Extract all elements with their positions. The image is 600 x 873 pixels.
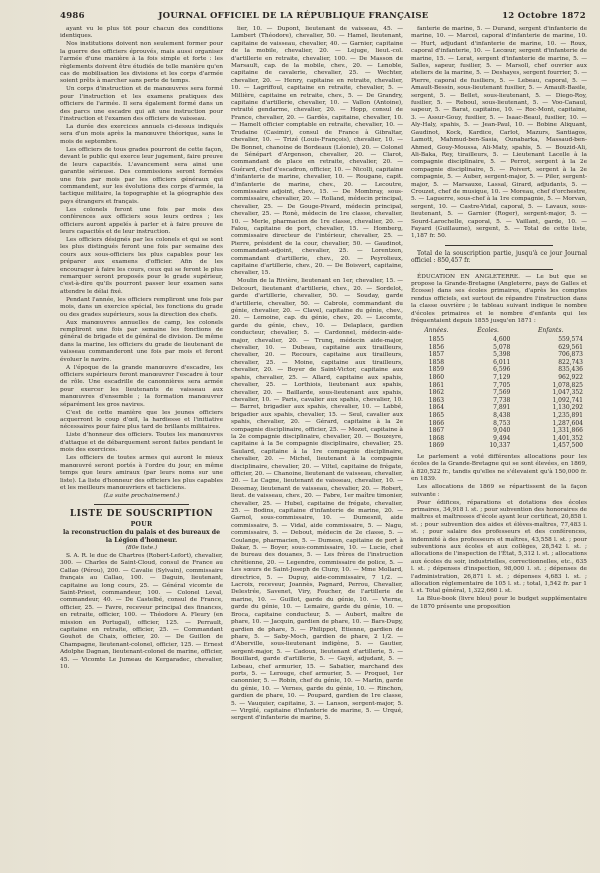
column-3 [411, 26, 587, 866]
cell-children: 1,078,825 [552, 381, 583, 389]
cell-year: 1862 [428, 389, 445, 397]
table-row [411, 344, 587, 352]
cell-year: 1857 [428, 351, 445, 359]
cell-schools: 7,705 [493, 381, 511, 389]
cell-children: 1,287,604 [552, 419, 583, 427]
col1-paragraph: Un corps d'instruction et de manœuvres sera formé pour l'instruction et les examens pratiques des officiers de l'armée. Il sera également formé dans un des parcs une escadre qui ait une instruction pour l'instruction et l'examen des officiers de vaisseau. [60, 86, 223, 123]
col1-paragraph: Liste d'honneur des officiers. Toutes les manœuvres d'attaque et de débarquement seront faites pendant le mois des exercices. [60, 432, 223, 454]
cell-year: 1868 [428, 434, 445, 442]
col1-paragraph: Les officiers de tous grades pourront de cette façon, devant le public qui exerce leur jugement, faire preuve de leurs capacités. L'avancement sera ainsi une garantie sérieuse. Des commissions seront formées une fois par mois par les officiers généraux qui commandent, sur les évolutions des corps d'armée, la tactique militaire, la topographie et la géographie des pays étrangers et français. [60, 146, 223, 205]
page-number: 4986 [60, 11, 85, 21]
cell-children: 1,047,352 [552, 389, 583, 397]
cell-children: 559,574 [558, 336, 583, 344]
cell-children: 962,922 [558, 374, 583, 381]
cell-schools: 7,891 [493, 404, 511, 412]
cell-year: 1856 [428, 343, 445, 351]
schools-table [411, 327, 587, 450]
cell-children: 629,561 [558, 343, 583, 351]
table-header-children: Enfants. [538, 327, 564, 335]
cell-schools: 6,596 [493, 366, 511, 374]
cell-schools: 9,040 [493, 427, 511, 435]
cell-children: 1,331,866 [552, 427, 583, 435]
cell-year: 1866 [428, 419, 445, 427]
table-row [411, 336, 587, 344]
cell-schools: 5,398 [493, 351, 511, 359]
cell-children: 835,436 [558, 366, 583, 374]
cell-children: 1,130,292 [552, 404, 583, 412]
cell-year: 1861 [428, 381, 445, 389]
cell-schools: 7,569 [493, 389, 511, 397]
cell-year: 1865 [428, 411, 445, 419]
to-be-continued: (La suite prochainement.) [103, 492, 180, 499]
table-row [411, 389, 587, 397]
table-row [411, 374, 587, 382]
education-intro: ÉDUCATION EN ANGLETERRE. — Le but que se propose la Grande-Bretagne (Angleterre, pays de Galles et Écosse) dans ses écoles primaires, d'après les comptes rendus officiels, est surtout de répandre l'instruction dans la classe ouvrière ; le tableau suivant indique le nombre d'écoles primaires et le nombre d'enfants qui les fréquentaient depuis 1855 jusqu'en 1871 : [411, 273, 587, 325]
column-2 [231, 26, 403, 866]
col2-paragraph: Moulin de la Rivière, lieutenant en 1er, chevalier, 15. — Delcourt, lieutenant d'artillerie, chev., 20. — Sordelot, garde d'artillerie, chevalier, 50. — Souday, garde d'artillerie, chevalier, 50. — Cabrole, commandant du génie, chevalier, 20. — Clavel, capitaine du génie, chev., 20. — Lemoine, cap. du génie, chev., 20. — Lecomte, garde du génie, chev., 10. — Delaplace, gardien conducteur, chevalier, 5. — Cardonnel, médecin-aide-major, chevalier, 20. — Trunq, médecin aide-major, chevalier, 10. — Dubeau, capitaine aux tirailleurs, chevalier, 20. — Recours, capitaine aux tirailleurs, chevalier, 25. — Moine, capitaine aux tirailleurs, chevalier, 20. — Boyer de Saint-Victor, capitaine aux spahis, chevalier, 25. — Allard, capitaine aux spahis, chevalier, 25. — Lorthiois, lieutenant aux spahis, chevalier, 20. — Baillarde, sous-lieutenant aux spahis, chevalier, 10. — Paris, cavalier aux spahis, chevalier, 10. — Barret, brigadier aux spahis, chevalier, 10. — Labbé, brigadier aux spahis, chevalier, 15. — Seul, cavalier aux spahis, chevalier, 20. — Gérard, capitaine à la 2e compagnie disciplinaire, officier, 25. — Mozet, capitaine à la 2e compagnie disciplinaire, chevalier, 20. — Bouzeyre, capitaine à la 5e compagnie disciplinaire, chevalier, 25. Saulard, capitaine à la 1re compagnie disciplinaire, chevalier, 20. — Michel, lieutenant à la compagnie disciplinaire, chevalier, 20. — Viltel, capitaine de frégate, officier, 20. — Chanoine, lieutenant de vaisseau, chevalier, 20. — Le Cagne, lieutenant de vaisseau, chevalier, 10. — Dessmay, lieutenant de vaisseau, chevalier, 20. — Robert, lieut. de vaisseau, chev., 20. — Fabre, 1er maître timonier, chevalier, 25. — Hubel, capitaine de frégate, chevalier, 25. — Bodins, capitaine d'infanterie de marine, 20. — Garnol, sous-commissaire, 10. — Dumesnil, aide commissaire, 5. — Vidal, aide commissaire, 5. — Nagu, commissaire, 5. — Debout, médecin de 2e classe, 5. — Coulange, pharmacien, 5. — Dumesn, capitaine de port à Dakar, 5. — Boyer, sous-commissaire, 10. — Lucie, chef de bureau des douanes, 5. — Les frères de l'instruction chrétienne, 20. — Legendre, commissaire de police, 5. — Les sœurs de Saint-Joseph de Cluny, 10. — Mme Mollard, directrice, 5. — Dupuy, aide-commissaire, 7 1/2. — Lacroix, receveur, Joannès, Pagnard, Perrou, Chevalier, Delestrée, Savenet, Viry, Foucher, de l'artillerie de marine, 10. — Guillot, garde du génie, 10. — Vierne, garde du génie, 10. — Lemaire, garde du génie, 10. — Broca, capitaine conducteur, 5. — Aubert, maître de phare, 10. — Jacquin, gardien de phare, 10. — Bars-Dupy, gardien de phare, 5. — Philippot, Etienne, gardien de phare, 5. — Saby-Moch, gardien de phare, 2 1/2. — d'Aberville, sous-lieutenant indigène, 5. — Gautier, sergent-major, 5. — Cadoux, lieutenant d'artillerie, 5. — Bouillard, garde d'artillerie, 5. — Gayé, adjudant, 5. — Lebeau, chef armurier, 15. — Sabatier, marchand des ports, 5. — Lerouge, chef armurier, 5. — Proquet, 1er canonnier, 5. — Robin, chef du génie, 10. — Marlin, garde du génie, 10. — Vernes, garde du génie, 10. — Rinchon, gardien de phare, 10. — Poupard, gardien de 1re classe, 5. — Vauquier, capitaine, 3. — Lanson, sergent-major, 5. — Virgilé, capitaine d'infanterie de marine, 5. — Urqué, sergent d'infanterie de marine, 5. [231, 278, 403, 722]
education-paragraph: La Blue-book (livre bleu) pour le budget supplémentaire de 1870 présente une proposition [411, 596, 587, 610]
cell-schools: 7,738 [493, 396, 511, 404]
cell-children: 1,457,500 [552, 442, 583, 450]
col1-paragraph: Les officiers désignés par les colonels et qui se sont les plus distingués feront une fois par semaine des cours aux sous-officiers les plus capables pour les préparer aux examens d'officier. Afin de les encourager à faire les cours, ceux qui se feront le plus remarquer seront proposés pour le grade supérieur, c'est-à-dire qu'ils pourront passer leur examen sans attendre le délai fixé. [60, 236, 223, 295]
subscription-list-pour: POUR [130, 520, 153, 528]
cell-schools: 8,438 [493, 411, 511, 419]
table-header-years: Années. [424, 327, 449, 335]
cell-year: 1863 [428, 396, 445, 404]
col1-paragraph: Pendant l'année, les officiers rempliront une fois par mois, dans un exercice spécial, les fonctions du grade ou des grades supérieurs, sous la direction des chefs. [60, 296, 223, 318]
subscription-entries: S. A. R. le duc de Chartres (Robert-Lefort), chevalier, 300. — Charles de Saint-Cloud, consul de France au Callao (Pérou), 200. — Cavalie (Sylvain), commissaire français au Callao, 100. — Daguin, lieutenant, capitaine au long cours, 25. — Général vicomte de Saint-Priest, commandeur, 100. — Colonel Leval, commandeur, 40. — De Castelbé, consul de France, officier, 25. — Favre, receveur principal des finances, en retraite, officier, 100. — Théodore A. Fleury (en mission en Portugal), officier, 125. — Perrault, capitaine en retraite, officier, 25. — Commandant Gouhot de Chaix, officier, 20. — De Guillon de Champagne, lieutenant-colonel, officier, 125. — Ernest Adolphe Dagnan, lieutenant-colonel de marine, officier, 45. — Vicomte Le Jumeau de Kergaradec, chevalier, 10. [60, 552, 223, 671]
cell-schools: 8,753 [493, 419, 511, 427]
page-header [60, 10, 586, 22]
subscription-list-subheading: la reconstruction du palais et des bureaux de la Légion d'honneur. [62, 529, 221, 544]
cell-children: 1,235,891 [552, 411, 583, 419]
education-paragraph: Le parlement a voté différentes allocations pour les écoles de la Grande-Bretagne qui se sont élevées, en 1869, à 820,522 fr., tandis qu'elles ne s'élevaient qu'à 150,000 fr. en 1839. [411, 453, 587, 483]
table-row [411, 382, 587, 390]
cell-year: 1859 [428, 366, 445, 374]
cell-year: 1864 [428, 404, 445, 412]
cell-children: 1,092,741 [552, 396, 583, 404]
col1-paragraph: C'est de cette manière que les jeunes officiers acquerront le coup d'œil, la hardiesse et l'initiative nécessaires pour faire plus tard de brillants militaires. [60, 409, 223, 431]
table-row [411, 351, 587, 359]
journal-title: JOURNAL OFFICIEL DE LA RÉPUBLIQUE FRANÇAISE [158, 11, 429, 21]
cell-schools: 10,337 [489, 442, 511, 450]
col1-paragraph: Les officiers de toutes armes qui auront le mieux manœuvré seront portés à l'ordre du jour, en même temps que leurs amiraux (par leurs noms sur une liste). La liste d'honneur des officiers les plus capables et les meilleurs manœuvriers et tacticiens. [60, 455, 223, 491]
col3-paragraph: fanterie de marine, 5. — Durand, sergent d'infanterie de marine, 10. — Marcel, caporal d'infanterie de marine, 10. — Hurt, adjudant d'infanterie de marine, 10. — Roux, caporal d'infanterie, 10. — Lecœur, sergent d'infanterie de marine, 15. — Lerat, sergent d'infanterie de marine, 5. — Salles, sapeur, fusilier, 5. — Marsoll, chef ouvrier aux ateliers de la marine, 5. — Deshayes, sergent fourrier, 5. — Pierre, caporal de fusiliers, 5. — Lebeau, caporal, 5. — Amault-Bessin, sous-lieutenant fusilier, 5. — Amault-Basile, sergent, 5. — Bellet, sous-lieutenant, 5. — Diego-Roy, fusilier, 5. — Reboul, sous-lieutenant, 5. — Voo-Canaul, sapeur, 5. — Barat, capitaine, 10. — Roc-Mont, capitaine, 3. — Assur-Gouy, fusilier, 5. — Isaac-Beaul, fusilier, 10. — Aly-Haly, spahis, 5. — Jean-Paul, 10. — Bobine Aliquant, Gaudinot, Kock, Kardice, Carlot, Mazurs, Santiagos, Lamott, Mahmud-ben-Sasia, Ounabarka, Massaud-ben-Ahmed, Gouy-Moussa, Ali-Maty, spahis, 5. — Bouzid-Ali, Ali-Baka, Rey, tirailleurs, 5. — Lieutenant Lacelle à la compagnie disciplinaire, 5. — Perrot, sergent à la 2e compagnie disciplinaire, 5. — Poivert, sergent à la 2e compagnie, 5. — Auber, sergent-major, 5. — Piler, sergent-major, 5. — Marsauxe, Lassal, Girard, adjudants, 5. — Crouzet, chef de musique, 10. — Moreau, chef d'orchestre, 5. — Laguerre, sous-chef à la 1re compagnie, 5. — Morvan, sergent, 10. — Castre-Vidal, caporal, 5. — Lavaux, sous-lieutenant, 5. — Garnier (Roger), sergent-major, 5. — Sourd-Larochelle, caporal, 5. — Vaillant, garde, 10. — Fayard (Guillaume), sergent, 5. — Total de cette liste, 1,187 fr. 50. [411, 26, 587, 240]
cell-year: 1869 [428, 442, 445, 450]
table-row [411, 366, 587, 374]
issue-date: 12 Octobre 1872 [502, 11, 586, 21]
cell-children: 706,873 [558, 351, 583, 359]
cell-year: 1867 [428, 427, 445, 435]
table-row [411, 442, 587, 450]
cell-schools: 6,011 [493, 358, 511, 366]
cell-schools: 7,129 [493, 374, 511, 381]
table-header-row [411, 327, 587, 336]
subscription-total: Total de la souscription partie, jusqu'à ce jour Journal officiel : 850,457 fr. [411, 249, 587, 265]
table-row [411, 404, 587, 412]
cell-schools: 9,494 [493, 434, 511, 442]
col1-paragraph: ayant vu le plus tôt pour chacun des conditions identiques. [60, 26, 223, 40]
col1-paragraph: Les colonels feront une fois par mois des conférences aux officiers sous leurs ordres ; les officiers auront appelés à parler et à faire preuve de leurs capacités et de leur instruction. [60, 206, 223, 235]
col1-paragraph: La durée des exercices annuels ci-dessus indiqués sera d'un mois après la manœuvre théorique, sans le mois de septembre. [60, 124, 223, 145]
table-row [411, 412, 587, 420]
table-row [411, 420, 587, 428]
table-header-schools: Écoles. [477, 327, 499, 335]
section-divider [445, 245, 553, 246]
education-paragraph: Les allocations de 1869 se répartissent de la façon suivante : [411, 484, 587, 498]
cell-year: 1855 [428, 336, 445, 344]
table-row [411, 359, 587, 367]
section-divider [94, 504, 189, 505]
subscription-list-number: (80e liste.) [125, 544, 158, 551]
section-divider [445, 269, 553, 270]
col1-paragraph: Aux manœuvres annuelles de camp, les colonels rempliront une fois par semaine les fonctions de général de brigade et de général de division. De même dans la marine, les officiers du grade de lieutenant de vaisseau commanderont une fois par mois et feront évoluer le navire. [60, 319, 223, 363]
cell-children: 822,743 [558, 358, 583, 366]
cell-schools: 4,600 [493, 336, 511, 344]
subscription-list-heading: LISTE DE SOUSCRIPTION [69, 509, 214, 520]
cell-year: 1860 [428, 374, 445, 381]
table-row [411, 435, 587, 443]
table-row [411, 397, 587, 405]
col1-paragraph: A l'époque de la grande manœuvre d'escadre, les officiers supérieurs feront manœuvrer l'escadre à tour de rôle. Une escadrille de canonnières sera armée pour exercer les lieutenants de vaisseau aux manœuvres d'ensemble ; la formation manœuvrer séparément les gros navires. [60, 364, 223, 408]
table-row [411, 427, 587, 435]
cell-children: 1,401,352 [552, 434, 583, 442]
education-paragraph: Pour édifices, réparations et dotations des écoles primaires, 34,918 l. st. ; pour subvention des honoraires de maîtres et maîtresses d'école ayant leur certificat, 20,858 l. st. ; pour subvention des aides et élèves-maîtres, 77,483 l. st. ; pour salaire des professeurs et des conférences, indemnité à des professeurs et maîtres, 43,558 l. st. ; pour subventions aux écoles et aux collèges, 28,542 l. st. ; allocations de l'inspection de l'État, 5,312 l. st. ; allocations aux écoles du soir, industrielles, correctionnelles, etc., 635 l. st. ; dépenses d'inspection, 98,000 l. st. ; dépenses de l'administration, 26,871 l. st. ; dépenses 4,683 l. st. ; allocation réglementaire de 105 l. st. ; total, 1,542 fr. par 1 l. st. Total général, 1,322,660 l. st. [411, 499, 587, 595]
cell-schools: 5,078 [493, 343, 511, 351]
col2-paragraph: lier, 10. — Dupont, lieutenant de vaisseau, 45. — Lambert (Théodore), chevalier, 50. — Hamel, lieutenant, capitaine de vaisseau, chevalier, 40. — Garnier, capitaine de la mobile, chevalier, 20. — Lejuge, lieut.-col. d'artillerie en retraite, chevalier, 100. — De Masson de Marsault, cap. de la mobile, chev., 20. — Lenoble, capitaine de cavalerie, chevalier, 25. — Wechter, chevalier, 20. — Henry, capitaine en retraite, chevalier, 10. — Lagriffoul, capitaine en retraite, chevalier, 5. — Millière, capitaine en retraite, chev., 5. — De Grandry, capitaine d'artillerie, chevalier, 10. — Vallon (Antoine), retraité gendarme, chevalier, 20. — Hopp, consul de France, chevalier, 20. — Gardès, capitaine, chevalier, 10. — Hamelt officier comptable en retraite, chevalier, 10. — Trudaine (Casimir), consul de France à Gibraltar, chevalier, 10. — Trizé (Louis-François), chevalier, 10. — De Bonnet, chanoine de Bordeaux (Léonie), 20. — Colonel de Sénépart d'Argenson, chevalier, 20. — Clarot, commandant de place en retraite, chevalier, 20. — Guérard, chef d'escadron, officier, 10. — Nicolli, capitaine d'infanterie de marine, chevalier, 10. — Rougane, capit. d'infanterie de marine, chev., 20. — Lecoutre, commissaire adjoint, chev., 15. — De Mombray, sous-commissaire, chevalier, 20. — Rolland, médecin principal, chevalier, 25. — De Gouge-Pivard, médecin principal, chevalier, 25. — Ronè, médecin de 1re classe, chevalier, 10. — Merle, pharmacien de 1re classe, chevalier, 20. — Falou, capitaine de port, chevalier, 15. — Homberg, commissaire directeur de l'intérieur, chevalier, 25. — Pierre, président de la cour, chevalier, 50. — Gaudinot, commandant-adjoint, chevalier, 25. — Lorentzen, commandant d'artillerie, chev., 20. — Peyrolieux, capitaine d'artillerie, chev., 20. — De Boisvert, capitaine, chevalier, 15. [231, 26, 403, 277]
col1-paragraph: Nos institutions doivent non seulement former pour la guerre des officiers éprouvés, mais aussi organiser l'armée d'une manière à la fois simple et forte : les règlements doivent être étudiés de telle manière qu'en cas de mobilisation les divisions et les corps d'armée soient prêts à marcher sans perte de temps. [60, 41, 223, 85]
column-1 [60, 26, 223, 866]
cell-year: 1858 [428, 358, 445, 366]
